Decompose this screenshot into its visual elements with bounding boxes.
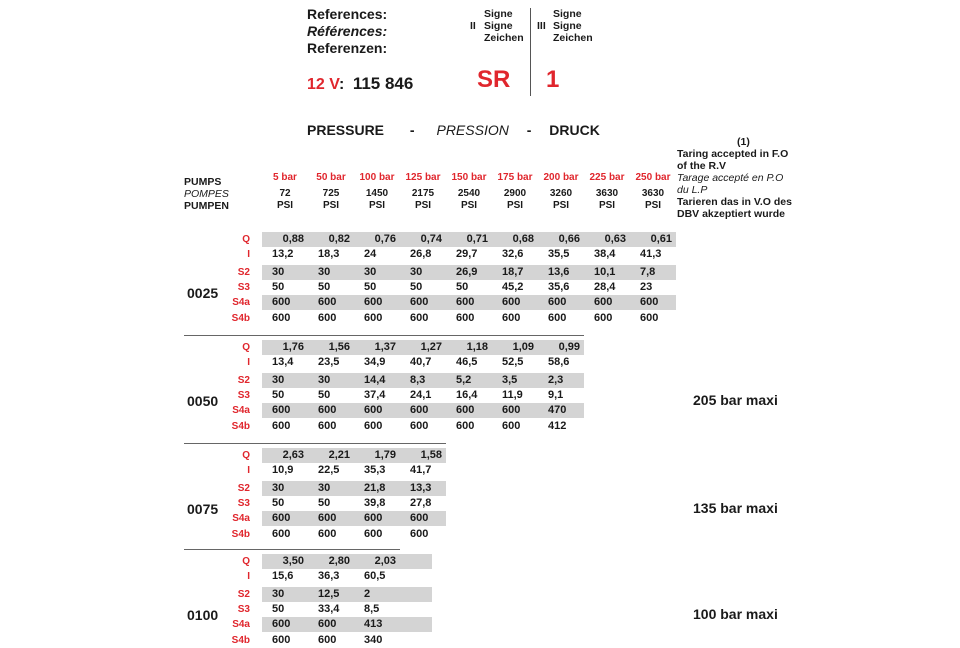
table-cell: 0,61 (650, 233, 672, 245)
table-cell: 0,66 (558, 233, 580, 245)
table-cell: 600 (318, 419, 337, 432)
table-cell: 30 (364, 265, 377, 278)
signe-ii-line-3: Zeichen (484, 32, 524, 44)
voltage: 12 V (307, 76, 340, 93)
note-en-1: Taring accepted in F.O (677, 148, 789, 160)
table-cell: 600 (640, 296, 659, 309)
table-cell: 35,5 (548, 248, 570, 261)
row-label: Q (242, 234, 250, 245)
table-cell: 24,1 (410, 388, 432, 401)
table-cell: 600 (364, 296, 383, 309)
table-cell: 27,8 (410, 496, 432, 509)
table-cell: 24 (364, 248, 377, 261)
table-row (262, 295, 676, 310)
table-cell: 600 (318, 618, 337, 631)
table-cell: 600 (272, 527, 291, 540)
column-header (307, 172, 355, 212)
column-header (537, 172, 585, 212)
table-cell: 600 (456, 404, 475, 417)
signe-iii-line-3: Zeichen (553, 32, 593, 44)
column-pressure-bar: 125 bar (405, 172, 441, 183)
table-cell: 600 (364, 419, 383, 432)
table-cell: 41,3 (640, 248, 662, 261)
references-en: References: (307, 6, 388, 22)
table-cell: 33,4 (318, 602, 340, 615)
table-cell: 30 (318, 481, 331, 494)
code-number: 1 (546, 66, 560, 93)
table-cell: 600 (594, 296, 613, 309)
column-header (445, 172, 493, 212)
table-cell: 10,9 (272, 464, 294, 477)
max-pressure: 100 bar maxi (693, 606, 778, 622)
table-row (262, 554, 432, 569)
column-pressure-bar: 50 bar (316, 172, 346, 183)
table-cell: 18,7 (502, 265, 524, 278)
table-cell: 1,18 (466, 341, 488, 353)
table-cell: 2,63 (282, 449, 304, 461)
table-row (262, 481, 446, 496)
pump-number: 0050 (187, 393, 219, 409)
table-row (262, 388, 584, 403)
table-cell: 1,09 (512, 341, 534, 353)
note-fr-1: Tarage accepté en P.O (677, 172, 784, 184)
table-cell: 413 (364, 618, 383, 631)
table-cell: 1,58 (420, 449, 442, 461)
table-cell: 9,1 (548, 388, 564, 401)
table-cell: 40,7 (410, 356, 432, 369)
table-cell: 13,4 (272, 356, 294, 369)
table-row (262, 527, 446, 542)
table-cell: 600 (594, 311, 613, 324)
column-pressure-bar: 150 bar (451, 172, 487, 183)
group-separator (184, 549, 400, 550)
column-unit: PSI (644, 200, 662, 211)
column-pressure-bar: 200 bar (543, 172, 579, 183)
column-pressure-bar: 5 bar (273, 172, 297, 183)
note-en-2: of the R.V (677, 160, 726, 172)
table-cell: 21,8 (364, 481, 386, 494)
table-cell: 412 (548, 419, 567, 432)
column-unit: PSI (460, 200, 478, 211)
row-label: I (247, 357, 250, 369)
table-row (262, 232, 676, 247)
table-cell: 50 (272, 388, 285, 401)
table-cell: 39,8 (364, 496, 386, 509)
table-cell: 1,79 (374, 449, 396, 461)
signe-ii-line-2: Signe (484, 20, 513, 32)
row-label: I (247, 249, 250, 261)
signe-iii-roman: III (537, 20, 546, 32)
row-label: Q (242, 556, 250, 567)
column-pressure-psi: 1450 (365, 188, 389, 199)
table-cell: 600 (318, 527, 337, 540)
references-de: Referenzen: (307, 40, 388, 56)
table-cell: 600 (410, 311, 429, 324)
table-cell: 600 (364, 512, 383, 525)
table-cell: 58,6 (548, 356, 570, 369)
references-block (307, 6, 387, 57)
table-cell: 600 (272, 296, 291, 309)
table-cell: 29,7 (456, 248, 478, 261)
pumps-de: PUMPEN (184, 200, 229, 212)
table-cell: 1,27 (420, 341, 442, 353)
row-label: S3 (237, 281, 250, 293)
table-cell: 600 (410, 419, 429, 432)
column-header (629, 172, 677, 212)
row-label: S2 (237, 374, 250, 386)
table-row (262, 403, 584, 418)
voltage-colon: : (339, 76, 345, 93)
column-unit: PSI (506, 200, 524, 211)
table-cell: 600 (640, 311, 659, 324)
row-label: S3 (237, 389, 250, 401)
table-cell: 50 (318, 388, 331, 401)
column-unit: PSI (368, 200, 386, 211)
table-cell: 600 (410, 404, 429, 417)
table-row (262, 496, 446, 511)
table-cell: 600 (456, 419, 475, 432)
table-cell: 30 (410, 265, 423, 278)
table-cell: 50 (410, 280, 423, 293)
table-cell: 3,5 (502, 373, 518, 386)
title-dash-1: - (409, 122, 415, 138)
table-row (262, 340, 584, 355)
table-cell: 36,3 (318, 570, 340, 583)
table-row (262, 247, 676, 262)
column-unit: PSI (322, 200, 340, 211)
table-row (262, 617, 432, 632)
table-cell: 26,8 (410, 248, 432, 261)
table-cell: 1,37 (374, 341, 396, 353)
table-cell: 23 (640, 280, 653, 293)
page-title (307, 122, 600, 138)
column-header (261, 172, 309, 212)
column-pressure-bar: 100 bar (359, 172, 395, 183)
table-cell: 0,71 (466, 233, 488, 245)
table-row (262, 311, 676, 326)
table-cell: 50 (364, 280, 377, 293)
table-cell: 600 (364, 404, 383, 417)
row-label: S2 (237, 588, 250, 600)
row-label: S4b (231, 312, 250, 324)
table-cell: 600 (318, 512, 337, 525)
table-row (262, 419, 584, 434)
table-cell: 600 (502, 311, 521, 324)
column-pressure-psi: 2540 (457, 188, 481, 199)
table-cell: 600 (318, 633, 337, 646)
table-cell: 7,8 (640, 265, 656, 278)
code-sr: SR (477, 66, 511, 93)
table-cell: 30 (272, 481, 285, 494)
table-cell: 2,03 (374, 555, 396, 567)
pump-number: 0100 (187, 607, 219, 623)
table-cell: 2,21 (328, 449, 350, 461)
table-row (262, 633, 432, 648)
table-cell: 5,2 (456, 373, 472, 386)
table-cell: 8,5 (364, 602, 380, 615)
pump-number: 0075 (187, 501, 219, 517)
row-label: S4b (231, 528, 250, 540)
table-cell: 30 (272, 587, 285, 600)
table-cell: 41,7 (410, 464, 432, 477)
table-cell: 35,6 (548, 280, 570, 293)
table-cell: 600 (272, 311, 291, 324)
table-cell: 600 (364, 527, 383, 540)
table-cell: 26,9 (456, 265, 478, 278)
table-cell: 2,3 (548, 373, 564, 386)
table-cell: 600 (502, 419, 521, 432)
table-cell: 0,68 (512, 233, 534, 245)
table-cell: 13,2 (272, 248, 294, 261)
note-number: (1) (737, 136, 750, 148)
max-pressure: 205 bar maxi (693, 392, 778, 408)
table-cell: 600 (456, 296, 475, 309)
table-cell: 470 (548, 404, 567, 417)
column-pressure-bar: 250 bar (635, 172, 671, 183)
column-pressure-psi: 3260 (549, 188, 573, 199)
table-cell: 600 (318, 404, 337, 417)
column-header (353, 172, 401, 212)
table-cell: 2,80 (328, 555, 350, 567)
table-cell: 0,82 (328, 233, 350, 245)
ref-number: 115 846 (352, 74, 414, 93)
table-cell: 600 (410, 296, 429, 309)
max-pressure: 135 bar maxi (693, 500, 778, 516)
row-label: Q (242, 342, 250, 353)
signe-iii-line-1: Signe (553, 8, 582, 20)
table-cell: 1,56 (328, 341, 350, 353)
table-cell: 3,50 (282, 555, 304, 567)
table-cell: 600 (272, 419, 291, 432)
table-cell: 30 (272, 373, 285, 386)
table-cell: 0,88 (282, 233, 304, 245)
signe-iii-line-2: Signe (553, 20, 582, 32)
table-cell: 8,3 (410, 373, 426, 386)
table-cell: 340 (364, 633, 383, 646)
title-pression: PRESSION (436, 122, 509, 138)
pumps-en: PUMPS (184, 176, 222, 188)
column-pressure-psi: 72 (279, 188, 291, 199)
table-cell: 0,63 (604, 233, 626, 245)
table-cell: 12,5 (318, 587, 340, 600)
table-row (262, 448, 446, 463)
table-cell: 1,76 (282, 341, 304, 353)
row-label: S3 (237, 603, 250, 615)
table-cell: 50 (318, 496, 331, 509)
table-cell: 15,6 (272, 570, 294, 583)
table-cell: 28,4 (594, 280, 616, 293)
row-label: Q (242, 450, 250, 461)
table-cell: 23,5 (318, 356, 340, 369)
table-cell: 38,4 (594, 248, 616, 261)
column-pressure-psi: 725 (322, 188, 340, 199)
table-cell: 600 (548, 296, 567, 309)
table-cell: 600 (318, 296, 337, 309)
column-unit: PSI (414, 200, 432, 211)
column-pressure-psi: 2900 (503, 188, 527, 199)
voltage-line (307, 74, 413, 94)
table-row (262, 373, 584, 388)
table-cell: 32,6 (502, 248, 524, 261)
table-cell: 37,4 (364, 388, 386, 401)
title-pressure: PRESSURE (307, 122, 385, 138)
title-druck: DRUCK (549, 122, 600, 138)
table-cell: 14,4 (364, 373, 386, 386)
table-cell: 600 (272, 633, 291, 646)
table-cell: 13,6 (548, 265, 570, 278)
table-cell: 600 (364, 311, 383, 324)
table-cell: 600 (548, 311, 567, 324)
table-cell: 46,5 (456, 356, 478, 369)
column-header (583, 172, 631, 212)
table-cell: 600 (272, 404, 291, 417)
table-cell: 600 (318, 311, 337, 324)
table-cell: 0,76 (374, 233, 396, 245)
note-fr-2: du L.P (677, 184, 708, 196)
table-cell: 50 (318, 280, 331, 293)
group-separator (184, 443, 446, 444)
table-cell: 50 (272, 602, 285, 615)
pumps-fr: POMPES (184, 188, 229, 200)
row-label: S4b (231, 634, 250, 646)
taring-note (677, 136, 827, 220)
table-cell: 35,3 (364, 464, 386, 477)
column-unit: PSI (598, 200, 616, 211)
table-cell: 2 (364, 587, 371, 600)
table-cell: 22,5 (318, 464, 340, 477)
column-unit: PSI (276, 200, 294, 211)
table-cell: 30 (318, 265, 331, 278)
row-label: S3 (237, 497, 250, 509)
row-label: S4a (232, 405, 250, 417)
table-row (262, 569, 432, 584)
column-pressure-bar: 225 bar (589, 172, 625, 183)
title-dash-2: - (526, 122, 532, 138)
table-cell: 600 (502, 404, 521, 417)
table-cell: 600 (410, 512, 429, 525)
table-cell: 50 (272, 280, 285, 293)
table-row (262, 265, 676, 280)
header-divider (530, 8, 531, 96)
table-cell: 0,74 (420, 233, 442, 245)
row-label: S4a (232, 619, 250, 631)
table-cell: 600 (272, 512, 291, 525)
column-pressure-bar: 175 bar (497, 172, 533, 183)
table-cell: 34,9 (364, 356, 386, 369)
note-de-1: Tarieren das in V.O des (677, 196, 792, 208)
row-label: I (247, 465, 250, 477)
table-cell: 50 (272, 496, 285, 509)
table-cell: 30 (318, 373, 331, 386)
table-cell: 52,5 (502, 356, 524, 369)
table-cell: 45,2 (502, 280, 524, 293)
column-pressure-psi: 3630 (595, 188, 619, 199)
table-row (262, 355, 584, 370)
table-row (262, 280, 676, 295)
column-unit: PSI (552, 200, 570, 211)
table-cell: 600 (502, 296, 521, 309)
table-cell: 60,5 (364, 570, 386, 583)
table-row (262, 463, 446, 478)
note-de-2: DBV akzeptiert wurde (677, 208, 785, 220)
column-pressure-psi: 2175 (411, 188, 435, 199)
table-row (262, 602, 432, 617)
row-label: S4a (232, 513, 250, 525)
column-header (491, 172, 539, 212)
pumps-label (184, 176, 229, 212)
group-separator (184, 335, 584, 336)
table-cell: 18,3 (318, 248, 340, 261)
column-header (399, 172, 447, 212)
row-label: S4b (231, 420, 250, 432)
signe-ii-line-1: Signe (484, 8, 513, 20)
table-cell: 600 (272, 618, 291, 631)
table-cell: 13,3 (410, 481, 432, 494)
row-label: S2 (237, 266, 250, 278)
pump-number: 0025 (187, 285, 219, 301)
table-cell: 11,9 (502, 388, 523, 401)
row-label: I (247, 571, 250, 583)
table-cell: 30 (272, 265, 285, 278)
table-row (262, 587, 432, 602)
table-cell: 600 (410, 527, 429, 540)
table-cell: 10,1 (594, 265, 616, 278)
column-pressure-psi: 3630 (641, 188, 665, 199)
row-label: S2 (237, 482, 250, 494)
signe-ii-roman: II (470, 20, 476, 32)
table-row (262, 511, 446, 526)
table-cell: 0,99 (558, 341, 580, 353)
row-label: S4a (232, 297, 250, 309)
table-cell: 50 (456, 280, 469, 293)
table-cell: 16,4 (456, 388, 478, 401)
table-cell: 600 (456, 311, 475, 324)
references-fr: Références: (307, 23, 388, 39)
